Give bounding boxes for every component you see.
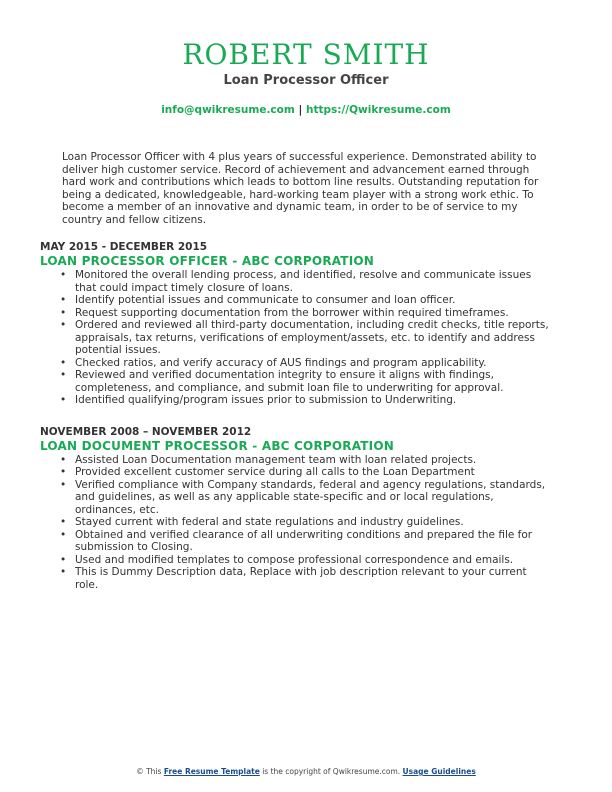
list-item: • Stayed current with federal and state regulations and industry guidelines. [75,516,550,529]
job-bullets [40,269,550,407]
job-dates: MAY 2015 - DECEMBER 2015 [40,241,208,253]
list-item: • Obtained and verified clearance of all underwriting conditions and prepared the file for submission to Closing. [75,529,550,554]
usage-guidelines-link[interactable]: Usage Guidelines [402,767,476,776]
list-item: • This is Dummy Description data, Replace with job description relevant to your current role. [75,566,550,591]
list-item: • Request supporting documentation from the borrower within required timeframes. [75,307,550,320]
job-role: LOAN DOCUMENT PROCESSOR - ABC CORPORATION [40,438,394,453]
job-role: LOAN PROCESSOR OFFICER - ABC CORPORATION [40,254,375,268]
experience-entry [40,426,550,592]
contact-line [0,103,612,117]
list-item: • Identify potential issues and communicate to consumer and loan officer. [75,294,550,307]
list-item: • Provided excellent customer service during all calls to the Loan Department [75,466,550,479]
contact-separator: | [294,104,306,116]
list-item: • Verified compliance with Company standards, federal and agency regulations, standards, and guidelines, as well as any applicable state-specific and or local regulations, ordinances, etc. [75,479,550,517]
list-item: • Ordered and reviewed all third-party documentation, including credit checks, title reports, appraisals, tax returns, verifications of employment/assets, etc. to identify and address potential issues. [75,319,550,357]
copyright-footer [0,767,612,777]
candidate-title: Loan Processor Officer [223,73,389,88]
list-item: • Monitored the overall lending process, and identified, resolve and communicate issues that could impact timely closure of loans. [75,269,550,294]
candidate-name: ROBERT SMITH [182,38,430,71]
footer-prefix: © This [136,767,164,776]
email-link[interactable]: info@qwikresume.com [161,104,295,116]
job-bullets [40,454,550,592]
job-dates: NOVEMBER 2008 – NOVEMBER 2012 [40,425,252,438]
list-item: • Identified qualifying/program issues prior to submission to Underwriting. [75,394,550,407]
list-item: • Reviewed and verified documentation integrity to ensure it aligns with findings, completeness, and compliance, and submit loan file to underwriting for approval. [75,369,550,394]
website-link[interactable]: https://Qwikresume.com [305,104,451,116]
resume-header [0,0,612,117]
list-item: • Assisted Loan Documentation management team with loan related projects. [75,454,550,467]
free-resume-template-link[interactable]: Free Resume Template [163,767,260,776]
experience-entry [40,241,550,407]
list-item: • Checked ratios, and verify accuracy of AUS findings and program applicability. [75,357,550,370]
summary-paragraph: Loan Processor Officer with 4 plus years of successful experience. Demonstrated ability to deliver high customer service. Record of achievement and advancement earned through hard work and contributions which leads to bottom line results. Outstanding reputation for being a dedicated, knowledgeable, hard-working team player with a strong work ethic. To become a member of an innovative and dynamic team, in order to be of service to my country and fellow citizens. [62,151,539,226]
list-item: • Used and modified templates to compose professional correspondence and emails. [75,554,550,567]
footer-middle: is the copyright of Qwikresume.com. [259,767,403,776]
